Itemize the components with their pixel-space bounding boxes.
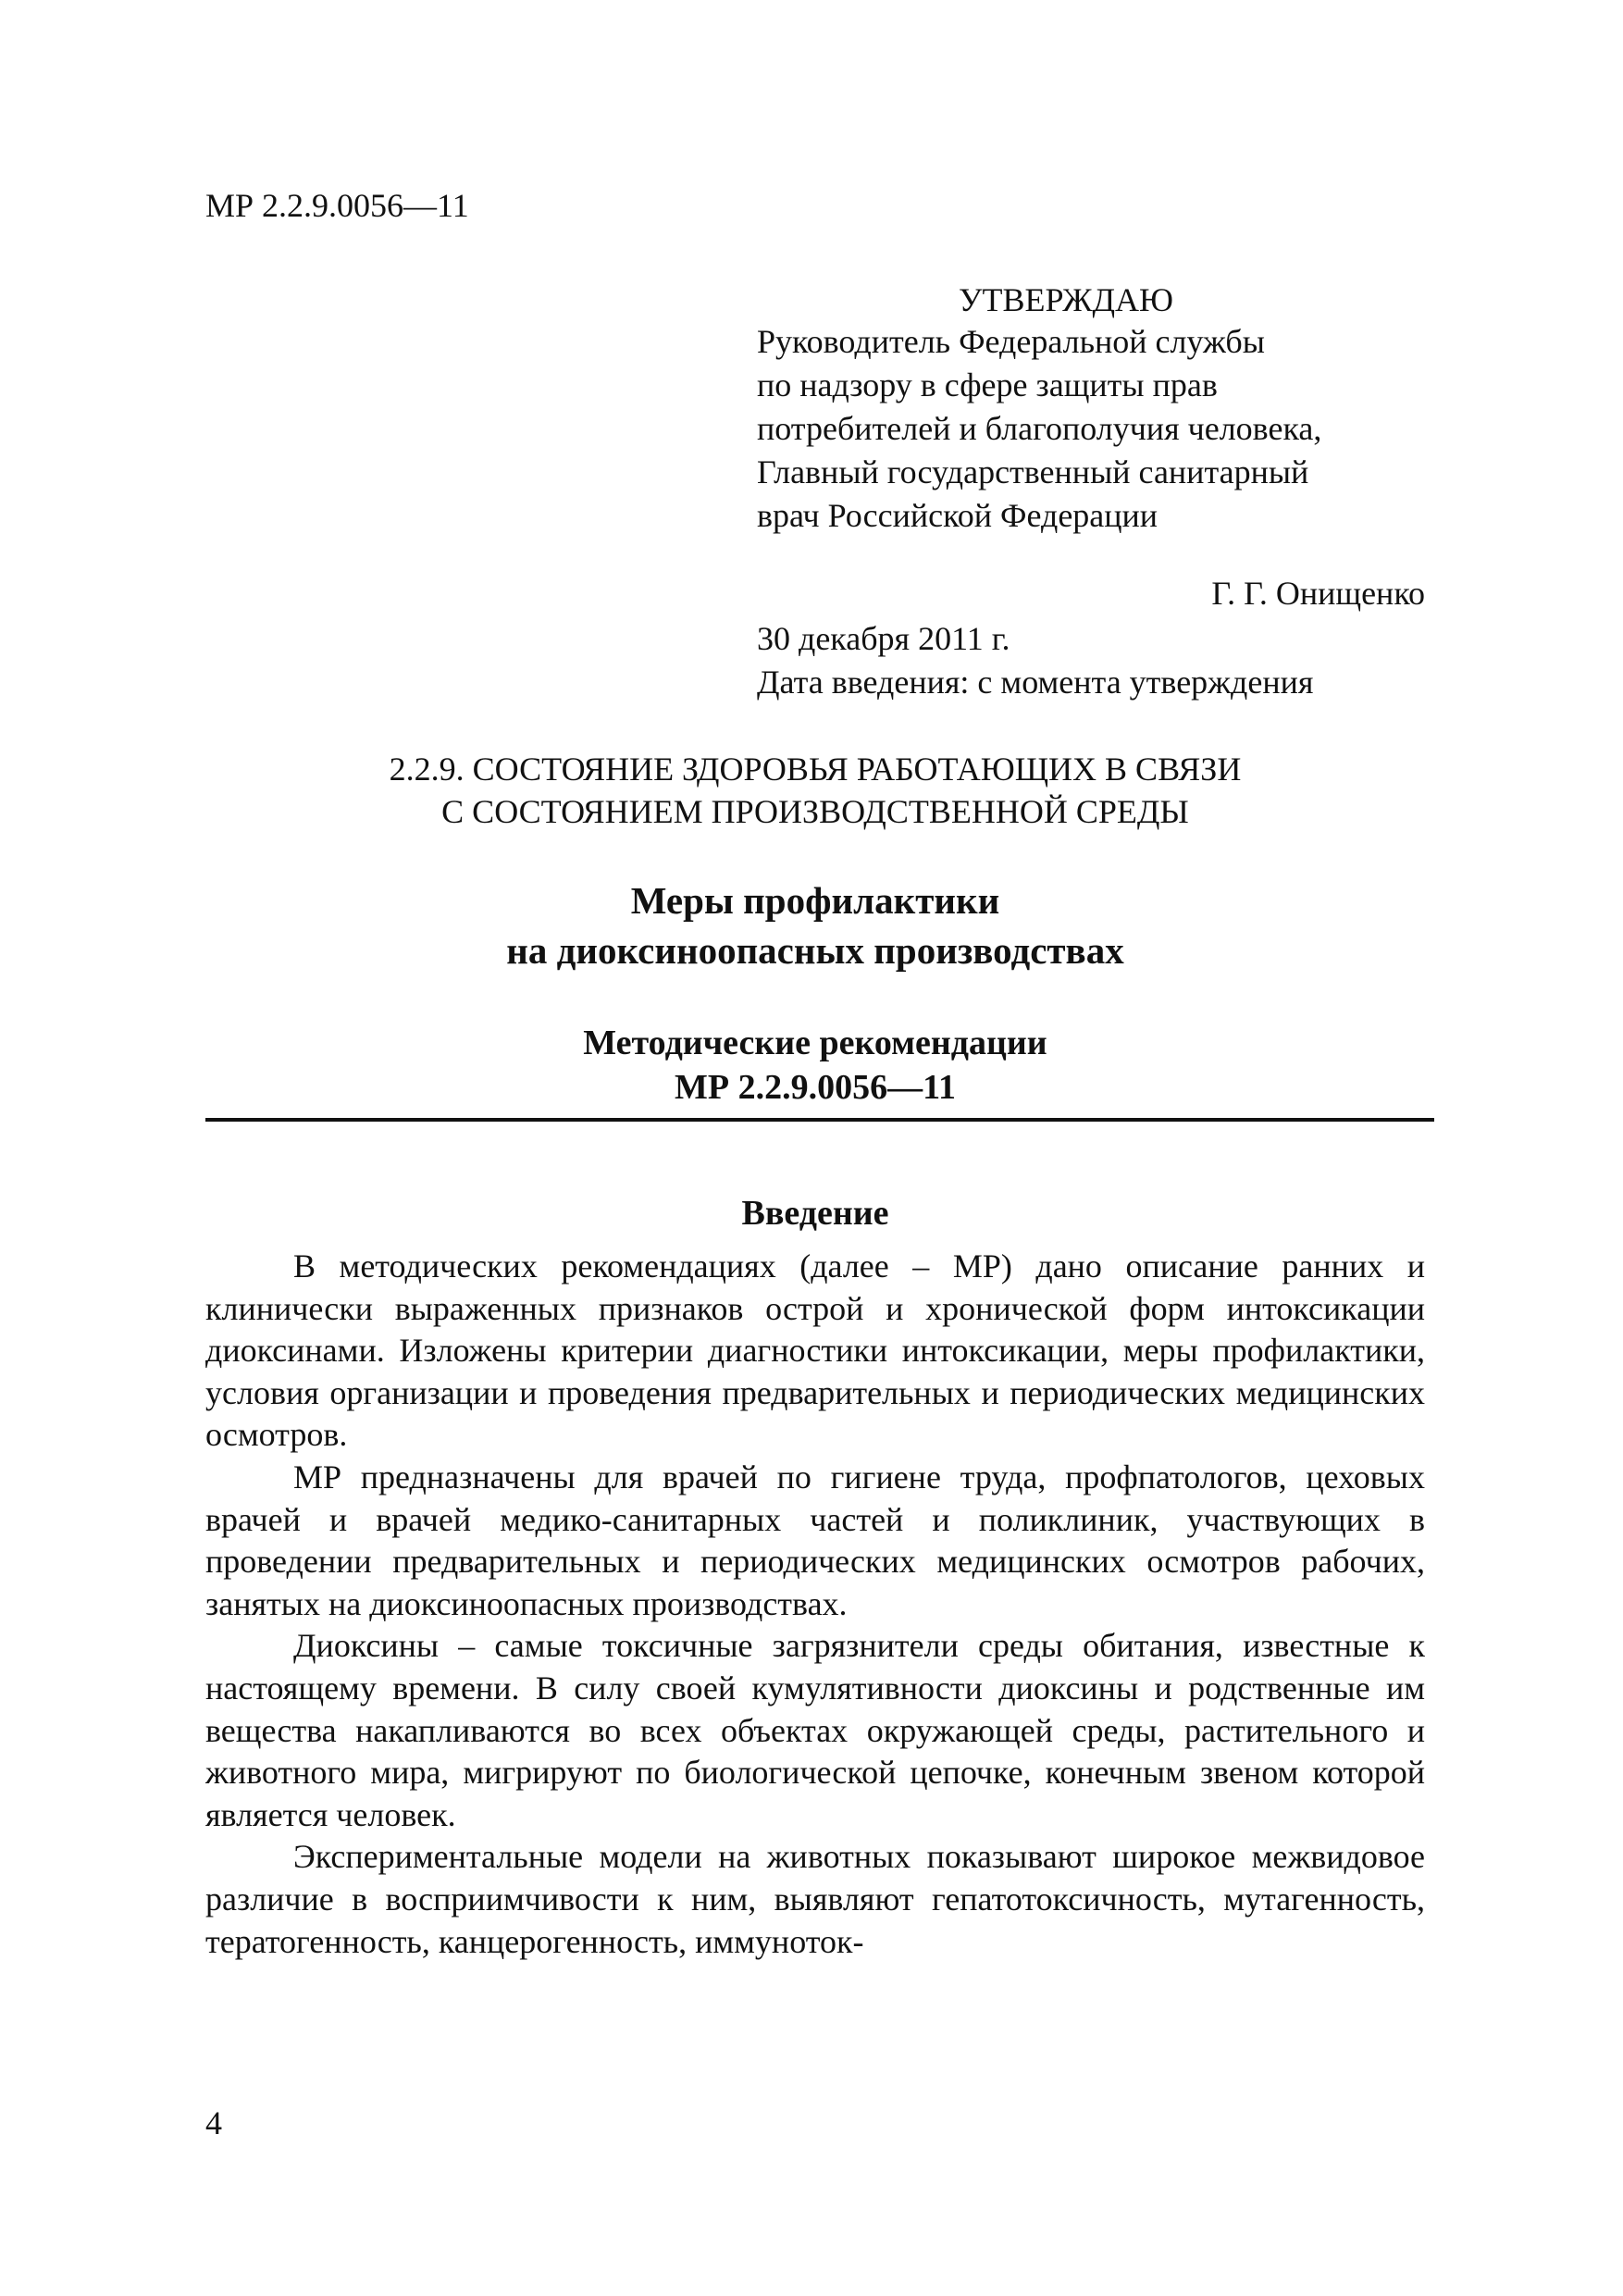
approval-line: врач Российской Федерации	[757, 497, 1158, 534]
effective-date: Дата введения: с момента утверждения	[757, 664, 1314, 701]
document-subtitle	[205, 1021, 1425, 1110]
approval-dates	[757, 617, 1425, 704]
section-title-line: 2.2.9. СОСТОЯНИЕ ЗДОРОВЬЯ РАБОТАЮЩИХ В СВЯЗИ	[389, 751, 1242, 788]
approval-block	[757, 320, 1425, 538]
document-title	[205, 875, 1425, 975]
paragraph: Диоксины – самые токсичные загрязнители среды обитания, известные к настоящему времени. В силу своей кумулятивности диоксины и родственные им вещества накапливаются во всех объектах окружающей среды, растительного и животного мира, мигрируют по биологической цепочке, конечным звеном которой является человек.	[205, 1627, 1425, 1833]
title-divider	[205, 1118, 1434, 1122]
signer-name: Г. Г. Онищенко	[1211, 575, 1425, 612]
approval-line: потребителей и благополучия человека,	[757, 410, 1322, 447]
document-title-line: на диоксиноопасных производствах	[506, 929, 1124, 972]
paragraph: МР предназначены для врачей по гигиене труда, профпатологов, цеховых врачей и врачей медико-санитарных частей и поликлиник, участвующих в проведении предварительных и периодических медицинских осмотров рабочих, занятых на диоксиноопасных производствах.	[205, 1458, 1425, 1622]
document-title-line: Меры профилактики	[630, 879, 1000, 922]
document-subtitle-line: Методические рекомендации	[583, 1024, 1047, 1062]
paragraph: Экспериментальные модели на животных показывают широкое межвидовое различие в восприимчивости к ним, выявляют гепатотоксичность, мутагенность, тератогенность, канцерогенность, иммуноток-	[205, 1838, 1425, 1960]
paragraph: В методических рекомендациях (далее – МР) дано описание ранних и клинически выраженных признаков острой и хронической форм интоксикации диоксинами. Изложены критерии диагностики интоксикации, меры профилактики, условия организации и проведения предварительных и периодических медицинских осмотров.	[205, 1247, 1425, 1454]
page-number: 4	[205, 2104, 222, 2141]
section-title	[205, 748, 1425, 833]
approval-line: Руководитель Федеральной службы	[757, 323, 1265, 360]
intro-heading: Введение	[741, 1194, 889, 1233]
approval-line: по надзору в сфере защиты прав	[757, 366, 1218, 403]
section-title-line: С СОСТОЯНИЕМ ПРОИЗВОДСТВЕННОЙ СРЕДЫ	[441, 793, 1189, 830]
intro-body	[205, 1246, 1425, 1963]
approval-line: Главный государственный санитарный	[757, 453, 1309, 490]
approval-date: 30 декабря 2011 г.	[757, 620, 1010, 657]
document-code: МР 2.2.9.0056—11	[205, 187, 469, 224]
document-subtitle-line: МР 2.2.9.0056—11	[675, 1068, 956, 1107]
approval-heading: УТВЕРЖДАЮ	[959, 281, 1174, 318]
